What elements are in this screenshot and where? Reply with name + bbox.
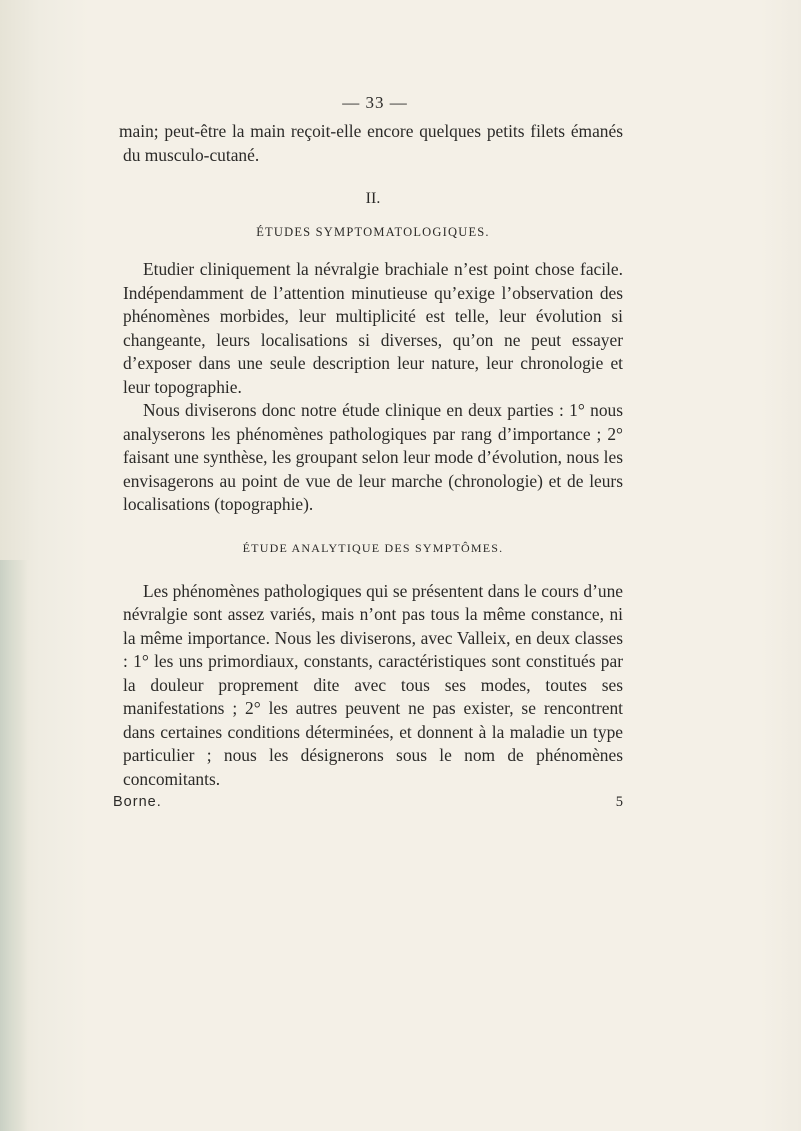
intro-paragraph: main; peut-être la main reçoit-elle encore quelques petits filets émanés du musculo-cutané. [119,121,623,165]
page-number: — 33 — [342,93,408,112]
section-title: ÉTUDES SYMPTOMATOLOGIQUES. [256,225,490,239]
sheet-number: 5 [615,794,623,810]
subsection-title: ÉTUDE ANALYTIQUE DES SYMPTÔMES. [242,540,504,555]
text-block [113,90,623,813]
signature-line [113,791,623,813]
binding-shadow [0,560,28,1131]
signature: Borne. [113,794,162,810]
section-number: II. [365,190,381,207]
paragraph-1: Etudier cliniquement la névralgie brachiale n’est point chose facile. Indépendamment de l’attention minutieuse qu’exige l’observation des phénomènes morbides, leur multiplicité est telle, leur évolution si changeante, leurs localisations si diverses, qu’on ne peut essayer d’exposer dans une seule description leur nature, leur chronologie et leur topographie. [123,259,623,397]
paragraph-3: Les phénomènes pathologiques qui se présentent dans le cours d’une névralgie sont assez variés, mais n’ont pas tous la même constance, ni la même importance. Nous les diviserons, avec Valleix, en deux classes : 1° les uns primordiaux, constants, caractéristiques sont constitués par la douleur proprement dite avec tous ses modes, toutes ses manifestations ; 2° les autres peuvent ne pas exister, se rencontrent dans certaines conditions déterminées, et donnent à la maladie un type particulier ; nous les désignerons sous le nom de phénomènes concomitants. [123,580,623,789]
paragraph-2: Nous diviserons donc notre étude clinique en deux parties : 1° nous analyserons les phénomènes pathologiques par rang d’importance ; 2° faisant une synthèse, les groupant selon leur mode d’évolution, nous les envisagerons au point de vue de leur marche (chronologie) et de leurs localisations (topographie). [123,400,623,514]
